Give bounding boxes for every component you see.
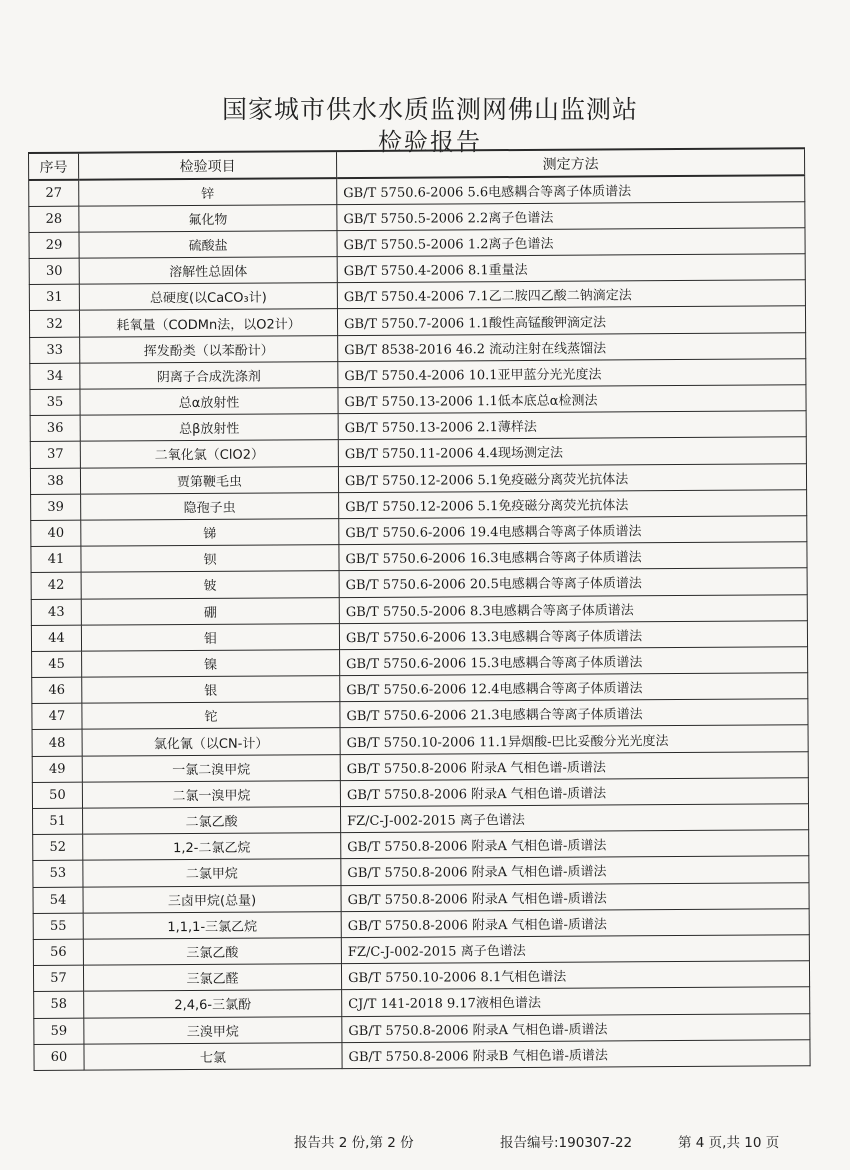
row-item: 挥发酚类（以苯酚计） [80, 335, 338, 363]
row-item: 硫酸盐 [79, 230, 337, 258]
report-number: 报告编号:190307-22 [500, 1135, 633, 1151]
row-item: 硼 [81, 597, 339, 625]
row-seq: 29 [29, 232, 79, 258]
table-body [29, 175, 810, 1070]
row-method: GB/T 5750.8-2006 附录A 气相色谱-质谱法 [341, 830, 809, 859]
row-seq: 46 [32, 677, 82, 703]
row-item: 锌 [79, 178, 337, 206]
row-method: GB/T 5750.5-2006 2.2离子色谱法 [337, 201, 805, 230]
column-header-item: 检验项目 [79, 151, 337, 180]
report-title: 国家城市供水水质监测网佛山监测站 [221, 95, 638, 124]
row-seq: 35 [30, 389, 80, 415]
row-method: GB/T 5750.8-2006 附录A 气相色谱-质谱法 [341, 856, 809, 885]
row-method: GB/T 5750.6-2006 19.4电感耦合等离子体质谱法 [339, 516, 807, 545]
row-method: CJ/T 141-2018 9.17液相色谱法 [342, 987, 810, 1016]
row-method: GB/T 5750.6-2006 21.3电感耦合等离子体质谱法 [340, 699, 808, 728]
copies-count: 报告共 2 份,第 2 份 [294, 1135, 414, 1151]
row-seq: 31 [29, 284, 79, 310]
row-item: 钼 [81, 623, 339, 651]
row-item: 镍 [82, 649, 340, 677]
row-item: 耗氧量（CODMn法，以O2计） [79, 309, 337, 337]
row-method: GB/T 5750.12-2006 5.1免疫磁分离荧光抗体法 [338, 463, 806, 492]
row-method: GB/T 5750.11-2006 4.4现场测定法 [338, 437, 806, 466]
row-item: 一氯二溴甲烷 [82, 754, 340, 782]
column-header-seq: 序号 [29, 153, 79, 180]
row-method: FZ/C-J-002-2015 离子色谱法 [341, 804, 809, 833]
row-method: GB/T 5750.8-2006 附录A 气相色谱-质谱法 [340, 751, 808, 780]
row-item: 二氯甲烷 [83, 859, 341, 887]
row-item: 二氯一溴甲烷 [82, 780, 340, 808]
row-item: 总硬度(以CaCO₃计) [79, 283, 337, 311]
row-method: GB/T 5750.10-2006 11.1异烟酸-巴比妥酸分光光度法 [340, 725, 808, 754]
row-seq: 47 [32, 703, 82, 729]
row-item: 锑 [81, 519, 339, 547]
row-item: 2,4,6-三氯酚 [84, 990, 342, 1018]
row-seq: 38 [30, 468, 80, 494]
row-method: GB/T 5750.6-2006 15.3电感耦合等离子体质谱法 [340, 647, 808, 676]
row-item: 三溴甲烷 [84, 1016, 342, 1044]
row-seq: 57 [33, 965, 83, 991]
row-method: GB/T 5750.6-2006 13.3电感耦合等离子体质谱法 [339, 620, 807, 649]
row-method: GB/T 5750.5-2006 8.3电感耦合等离子体质谱法 [339, 594, 807, 623]
row-seq: 60 [34, 1044, 84, 1070]
row-item: 铍 [81, 571, 339, 599]
row-item: 溶解性总固体 [79, 257, 337, 285]
row-seq: 54 [33, 887, 83, 913]
row-method: GB/T 5750.4-2006 8.1重量法 [337, 254, 805, 283]
row-seq: 45 [32, 651, 82, 677]
row-method: GB/T 5750.8-2006 附录B 气相色谱-质谱法 [342, 1039, 810, 1068]
row-seq: 51 [33, 808, 83, 834]
row-seq: 34 [30, 363, 80, 389]
row-item: 钡 [81, 545, 339, 573]
row-method: GB/T 5750.8-2006 附录A 气相色谱-质谱法 [341, 882, 809, 911]
row-item: 总α放射性 [80, 388, 338, 416]
row-seq: 44 [31, 625, 81, 651]
table-row [34, 1039, 810, 1070]
row-seq: 43 [31, 599, 81, 625]
row-item: 三氯乙酸 [83, 938, 341, 966]
row-seq: 53 [33, 861, 83, 887]
row-seq: 58 [34, 991, 84, 1017]
row-method: GB/T 5750.8-2006 附录A 气相色谱-质谱法 [342, 1013, 810, 1042]
row-item: 三氯乙醛 [83, 964, 341, 992]
row-item: 二氯乙酸 [83, 807, 341, 835]
column-header-method: 测定方法 [337, 148, 805, 178]
row-method: GB/T 5750.7-2006 1.1酸性高锰酸钾滴定法 [337, 306, 805, 335]
row-method: GB/T 5750.5-2006 1.2离子色谱法 [337, 228, 805, 257]
row-item: 三卤甲烷(总量) [83, 885, 341, 913]
row-seq: 42 [31, 572, 81, 598]
row-method: GB/T 5750.4-2006 10.1亚甲蓝分光光度法 [338, 359, 806, 388]
page-number: 第 4 页,共 10 页 [678, 1135, 780, 1151]
row-seq: 41 [31, 546, 81, 572]
row-method: FZ/C-J-002-2015 离子色谱法 [341, 935, 809, 964]
inspection-method-table [28, 147, 811, 1071]
row-method: GB/T 5750.8-2006 附录A 气相色谱-质谱法 [341, 908, 809, 937]
row-item: 铊 [82, 702, 340, 730]
row-method: GB/T 5750.6-2006 20.5电感耦合等离子体质谱法 [339, 568, 807, 597]
row-method: GB/T 5750.4-2006 7.1乙二胺四乙酸二钠滴定法 [337, 280, 805, 309]
report-subtitle: 检验报告 [378, 128, 482, 156]
row-seq: 52 [33, 834, 83, 860]
row-seq: 40 [31, 520, 81, 546]
row-seq: 59 [34, 1018, 84, 1044]
row-method: GB/T 5750.8-2006 附录A 气相色谱-质谱法 [340, 778, 808, 807]
row-seq: 37 [30, 442, 80, 468]
row-item: 隐孢子虫 [81, 492, 339, 520]
row-seq: 27 [29, 180, 79, 206]
row-item: 氯化氰（以CN-计） [82, 728, 340, 756]
row-seq: 33 [30, 337, 80, 363]
row-seq: 48 [32, 730, 82, 756]
row-item: 1,1,1-三氯乙烷 [83, 911, 341, 939]
row-item: 贾第鞭毛虫 [80, 466, 338, 494]
row-seq: 36 [30, 415, 80, 441]
row-method: GB/T 5750.12-2006 5.1免疫磁分离荧光抗体法 [339, 490, 807, 519]
row-method: GB/T 5750.6-2006 12.4电感耦合等离子体质谱法 [340, 673, 808, 702]
row-seq: 50 [32, 782, 82, 808]
row-item: 二氧化氯（ClO2） [80, 440, 338, 468]
row-seq: 39 [31, 494, 81, 520]
row-item: 阴离子合成洗涤剂 [80, 361, 338, 389]
row-method: GB/T 5750.13-2006 1.1低本底总α检测法 [338, 385, 806, 414]
row-method: GB/T 8538-2016 46.2 流动注射在线蒸馏法 [338, 332, 806, 361]
row-seq: 56 [33, 939, 83, 965]
row-seq: 49 [32, 756, 82, 782]
row-item: 氟化物 [79, 204, 337, 232]
row-method: GB/T 5750.10-2006 8.1气相色谱法 [341, 961, 809, 990]
row-method: GB/T 5750.6-2006 5.6电感耦合等离子体质谱法 [337, 175, 805, 204]
row-item: 银 [82, 676, 340, 704]
row-seq: 30 [29, 258, 79, 284]
row-method: GB/T 5750.6-2006 16.3电感耦合等离子体质谱法 [339, 542, 807, 571]
row-item: 总β放射性 [80, 414, 338, 442]
row-seq: 55 [33, 913, 83, 939]
row-item: 1,2-二氯乙烷 [83, 833, 341, 861]
row-seq: 28 [29, 206, 79, 232]
row-item: 七氯 [84, 1042, 342, 1070]
row-method: GB/T 5750.13-2006 2.1薄样法 [338, 411, 806, 440]
row-seq: 32 [29, 311, 79, 337]
